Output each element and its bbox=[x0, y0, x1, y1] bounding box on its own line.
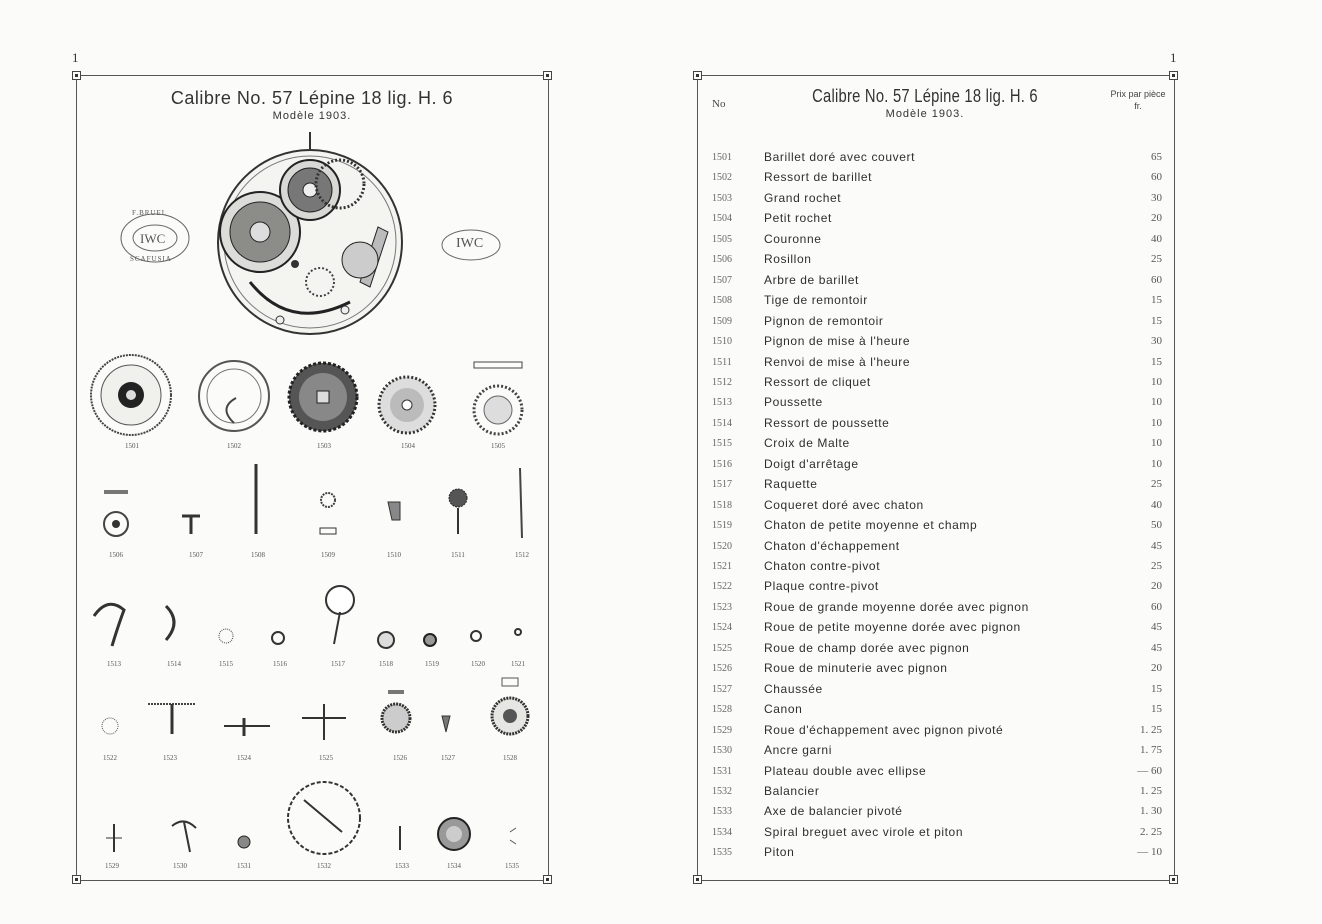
part-name: Tige de remontoir bbox=[764, 293, 868, 308]
part-number: 1512 bbox=[712, 376, 732, 388]
table-row bbox=[700, 538, 1162, 558]
part-number: 1507 bbox=[712, 274, 732, 286]
part-price: 40 bbox=[1151, 498, 1162, 511]
table-row bbox=[700, 313, 1162, 333]
part-number: 1508 bbox=[712, 295, 732, 307]
table-row bbox=[700, 251, 1162, 271]
part-number: 1527 bbox=[712, 683, 732, 695]
part-drawing-row4 bbox=[92, 676, 536, 752]
part-number: 1505 bbox=[712, 233, 732, 245]
part-label: 1523 bbox=[163, 754, 177, 762]
part-price: 1. 75 bbox=[1140, 744, 1162, 757]
part-name: Roue de minuterie avec pignon bbox=[764, 661, 948, 676]
table-row bbox=[700, 169, 1162, 189]
part-label: 1511 bbox=[451, 551, 465, 559]
part-number: 1535 bbox=[712, 847, 732, 859]
table-row bbox=[700, 149, 1162, 169]
part-name: Arbre de barillet bbox=[764, 272, 859, 287]
table-row bbox=[700, 292, 1162, 312]
part-number: 1534 bbox=[712, 826, 732, 838]
part-name: Piton bbox=[764, 845, 795, 860]
part-price: 60 bbox=[1151, 171, 1162, 184]
table-row bbox=[700, 456, 1162, 476]
table-row bbox=[700, 415, 1162, 435]
iwc-logo-right-text: IWC bbox=[456, 236, 484, 251]
part-label: 1514 bbox=[167, 660, 181, 668]
part-name: Plaque contre-pivot bbox=[764, 579, 879, 594]
part-price: 1. 25 bbox=[1140, 784, 1162, 797]
part-label: 1509 bbox=[321, 551, 335, 559]
part-drawing-row5 bbox=[92, 772, 536, 862]
table-row bbox=[700, 497, 1162, 517]
part-label: 1513 bbox=[107, 660, 121, 668]
part-name: Ancre garni bbox=[764, 743, 832, 758]
part-price: 15 bbox=[1151, 355, 1162, 368]
part-label: 1506 bbox=[109, 551, 123, 559]
table-row bbox=[700, 231, 1162, 251]
part-label: 1504 bbox=[401, 442, 415, 450]
part-price: 60 bbox=[1151, 273, 1162, 286]
part-label: 1502 bbox=[227, 442, 241, 450]
left-frame-corner bbox=[72, 875, 81, 884]
table-row bbox=[700, 640, 1162, 660]
part-number: 1518 bbox=[712, 499, 732, 511]
column-header-no: No bbox=[712, 98, 726, 110]
part-number: 1524 bbox=[712, 622, 732, 634]
part-label: 1526 bbox=[393, 754, 407, 762]
part-label: 1534 bbox=[447, 862, 461, 870]
part-name: Raquette bbox=[764, 477, 818, 492]
table-row bbox=[700, 742, 1162, 762]
table-row bbox=[700, 619, 1162, 639]
right-frame-corner bbox=[1169, 71, 1178, 80]
part-name: Balancier bbox=[764, 783, 820, 798]
part-number: 1521 bbox=[712, 561, 732, 572]
right-frame-corner bbox=[1169, 875, 1178, 884]
right-frame-corner bbox=[693, 875, 702, 884]
part-label: 1517 bbox=[331, 660, 345, 668]
part-price: — 60 bbox=[1137, 764, 1162, 777]
part-name: Ressort de cliquet bbox=[764, 374, 871, 389]
iwc-logo-left-ring-bottom: SCAFUSIA bbox=[130, 255, 172, 263]
part-name: Couronne bbox=[764, 231, 822, 246]
part-number: 1517 bbox=[712, 479, 732, 491]
part-price: 10 bbox=[1151, 375, 1162, 388]
part-number: 1519 bbox=[712, 520, 732, 532]
part-name: Chaton de petite moyenne et champ bbox=[764, 518, 978, 533]
part-price: 45 bbox=[1151, 641, 1162, 654]
part-number: 1509 bbox=[712, 315, 732, 327]
part-label: 1535 bbox=[505, 862, 519, 870]
part-name: Ressort de poussette bbox=[764, 415, 890, 430]
part-drawing-row2 bbox=[96, 462, 536, 554]
part-name: Roue d'échappement avec pignon pivoté bbox=[764, 722, 1004, 737]
part-label: 1529 bbox=[105, 862, 119, 870]
part-name: Croix de Malte bbox=[764, 436, 850, 451]
part-drawing-ratchet-small bbox=[376, 374, 438, 436]
part-price: 20 bbox=[1151, 212, 1162, 225]
table-row bbox=[700, 354, 1162, 374]
part-label: 1525 bbox=[319, 754, 333, 762]
part-drawing-barrel bbox=[88, 352, 174, 438]
part-label: 1508 bbox=[251, 551, 265, 559]
part-label: 1516 bbox=[273, 660, 287, 668]
part-price: 60 bbox=[1151, 600, 1162, 613]
part-number: 1514 bbox=[712, 417, 732, 429]
part-name: Roue de petite moyenne dorée avec pignon bbox=[764, 620, 1021, 635]
part-name: Chaussée bbox=[764, 681, 823, 696]
part-label: 1531 bbox=[237, 862, 251, 870]
part-name: Pignon de mise à l'heure bbox=[764, 334, 911, 349]
part-price: 1. 30 bbox=[1140, 805, 1162, 818]
part-price: 40 bbox=[1151, 232, 1162, 245]
part-name: Roue de grande moyenne dorée avec pignon bbox=[764, 599, 1029, 614]
part-name: Renvoi de mise à l'heure bbox=[764, 354, 911, 369]
left-page-subtitle: Modèle 1903. bbox=[272, 110, 352, 122]
part-drawing-mainspring bbox=[196, 358, 272, 434]
part-number: 1531 bbox=[712, 765, 732, 777]
part-label: 1522 bbox=[103, 754, 117, 762]
part-label: 1521 bbox=[511, 660, 525, 668]
part-name: Barillet doré avec couvert bbox=[764, 150, 915, 164]
part-price: 20 bbox=[1151, 580, 1162, 593]
part-price: 25 bbox=[1151, 478, 1162, 491]
table-row bbox=[700, 783, 1162, 803]
part-label: 1512 bbox=[515, 551, 529, 559]
part-price: 30 bbox=[1151, 335, 1162, 348]
part-price: 10 bbox=[1151, 457, 1162, 470]
part-number: 1520 bbox=[712, 540, 732, 552]
part-price: 15 bbox=[1151, 314, 1162, 327]
price-header-line2: fr. bbox=[1134, 101, 1142, 111]
table-row bbox=[700, 701, 1162, 721]
part-name: Grand rochet bbox=[764, 190, 842, 205]
part-label: 1530 bbox=[173, 862, 187, 870]
part-number: 1525 bbox=[712, 642, 732, 654]
left-frame-corner bbox=[72, 71, 81, 80]
part-price: 20 bbox=[1151, 662, 1162, 675]
part-label: 1520 bbox=[471, 660, 485, 668]
table-row bbox=[700, 272, 1162, 292]
table-row bbox=[700, 517, 1162, 537]
left-frame-corner bbox=[543, 71, 552, 80]
table-row bbox=[700, 435, 1162, 455]
table-row bbox=[700, 190, 1162, 210]
part-number: 1510 bbox=[712, 336, 732, 348]
part-number: 1522 bbox=[712, 581, 732, 593]
part-price: 10 bbox=[1151, 416, 1162, 429]
part-label: 1519 bbox=[425, 660, 439, 668]
part-number: 1502 bbox=[712, 172, 732, 184]
part-label: 1527 bbox=[441, 754, 455, 762]
part-name: Pignon de remontoir bbox=[764, 313, 884, 328]
column-header-price bbox=[1102, 88, 1174, 112]
part-name: Poussette bbox=[764, 395, 823, 410]
table-row bbox=[700, 578, 1162, 598]
part-number: 1533 bbox=[712, 806, 732, 818]
part-label: 1528 bbox=[503, 754, 517, 762]
part-number: 1532 bbox=[712, 785, 732, 797]
part-number: 1504 bbox=[712, 213, 732, 225]
part-name: Doigt d'arrêtage bbox=[764, 456, 859, 471]
table-row bbox=[700, 803, 1162, 823]
part-drawing-ratchet-large bbox=[286, 360, 360, 434]
part-label: 1501 bbox=[125, 442, 139, 450]
part-name: Petit rochet bbox=[764, 211, 832, 226]
part-label: 1533 bbox=[395, 862, 409, 870]
part-price: 25 bbox=[1151, 253, 1162, 266]
part-price: 45 bbox=[1151, 539, 1162, 552]
right-page-number: 1 bbox=[1170, 50, 1177, 65]
part-number: 1526 bbox=[712, 663, 732, 675]
part-number: 1529 bbox=[712, 724, 732, 736]
part-price: 25 bbox=[1151, 560, 1162, 572]
part-label: 1505 bbox=[491, 442, 505, 450]
part-label: 1524 bbox=[237, 754, 251, 762]
part-number: 1501 bbox=[712, 152, 732, 163]
table-row bbox=[700, 722, 1162, 742]
table-row bbox=[700, 660, 1162, 680]
part-name: Ressort de barillet bbox=[764, 170, 873, 185]
table-row bbox=[700, 599, 1162, 619]
part-price: 10 bbox=[1151, 437, 1162, 450]
part-number: 1503 bbox=[712, 192, 732, 204]
table-row bbox=[700, 844, 1162, 864]
part-name: Roue de champ dorée avec pignon bbox=[764, 640, 970, 655]
table-row bbox=[700, 763, 1162, 783]
part-number: 1523 bbox=[712, 601, 732, 613]
part-price: 15 bbox=[1151, 682, 1162, 695]
table-row bbox=[700, 210, 1162, 230]
part-price: 65 bbox=[1151, 151, 1162, 163]
part-price: 2. 25 bbox=[1140, 825, 1162, 838]
table-row bbox=[700, 824, 1162, 844]
part-number: 1515 bbox=[712, 438, 732, 450]
part-label: 1507 bbox=[189, 551, 203, 559]
part-price: 45 bbox=[1151, 621, 1162, 634]
iwc-logo-left-text: IWC bbox=[140, 231, 166, 246]
part-number: 1506 bbox=[712, 254, 732, 266]
part-name: Chaton contre-pivot bbox=[764, 559, 881, 573]
part-price: 1. 25 bbox=[1140, 723, 1162, 736]
part-drawing-row3 bbox=[88, 576, 538, 652]
part-label: 1518 bbox=[379, 660, 393, 668]
table-row bbox=[700, 333, 1162, 353]
part-number: 1530 bbox=[712, 745, 732, 757]
right-page-title: Calibre No. 57 Lépine 18 lig. H. 6 bbox=[812, 86, 1038, 106]
part-number: 1516 bbox=[712, 458, 732, 470]
part-name: Coqueret doré avec chaton bbox=[764, 497, 924, 512]
part-price: — 10 bbox=[1137, 846, 1162, 859]
part-name: Canon bbox=[764, 702, 803, 717]
part-name: Plateau double avec ellipse bbox=[764, 763, 927, 778]
part-label: 1503 bbox=[317, 442, 331, 450]
left-page-title: Calibre No. 57 Lépine 18 lig. H. 6 bbox=[170, 88, 454, 108]
right-frame-corner bbox=[693, 71, 702, 80]
part-number: 1528 bbox=[712, 704, 732, 716]
part-name: Chaton d'échappement bbox=[764, 538, 900, 553]
right-page-subtitle: Modèle 1903. bbox=[885, 108, 965, 120]
left-page-number: 1 bbox=[72, 50, 79, 65]
part-name: Axe de balancier pivoté bbox=[764, 804, 903, 819]
part-drawing-crown bbox=[470, 358, 526, 438]
table-row bbox=[700, 476, 1162, 496]
part-label: 1515 bbox=[219, 660, 233, 668]
part-label: 1510 bbox=[387, 551, 401, 559]
part-number: 1511 bbox=[712, 356, 732, 368]
iwc-logo-left-ring-top: F.BRUEL bbox=[132, 209, 168, 217]
table-row bbox=[700, 681, 1162, 701]
table-row bbox=[700, 394, 1162, 414]
movement-illustration bbox=[210, 132, 410, 342]
part-price: 10 bbox=[1151, 396, 1162, 409]
part-price: 15 bbox=[1151, 294, 1162, 307]
part-label: 1532 bbox=[317, 862, 331, 870]
part-name: Rosillon bbox=[764, 252, 812, 267]
left-frame-corner bbox=[543, 875, 552, 884]
part-price: 15 bbox=[1151, 703, 1162, 716]
part-price: 30 bbox=[1151, 191, 1162, 204]
price-header-line1: Prix par pièce bbox=[1110, 89, 1166, 99]
table-row bbox=[700, 374, 1162, 394]
table-row bbox=[700, 558, 1162, 578]
part-number: 1513 bbox=[712, 397, 732, 409]
part-price: 50 bbox=[1151, 519, 1162, 532]
part-name: Spiral breguet avec virole et piton bbox=[764, 824, 964, 839]
